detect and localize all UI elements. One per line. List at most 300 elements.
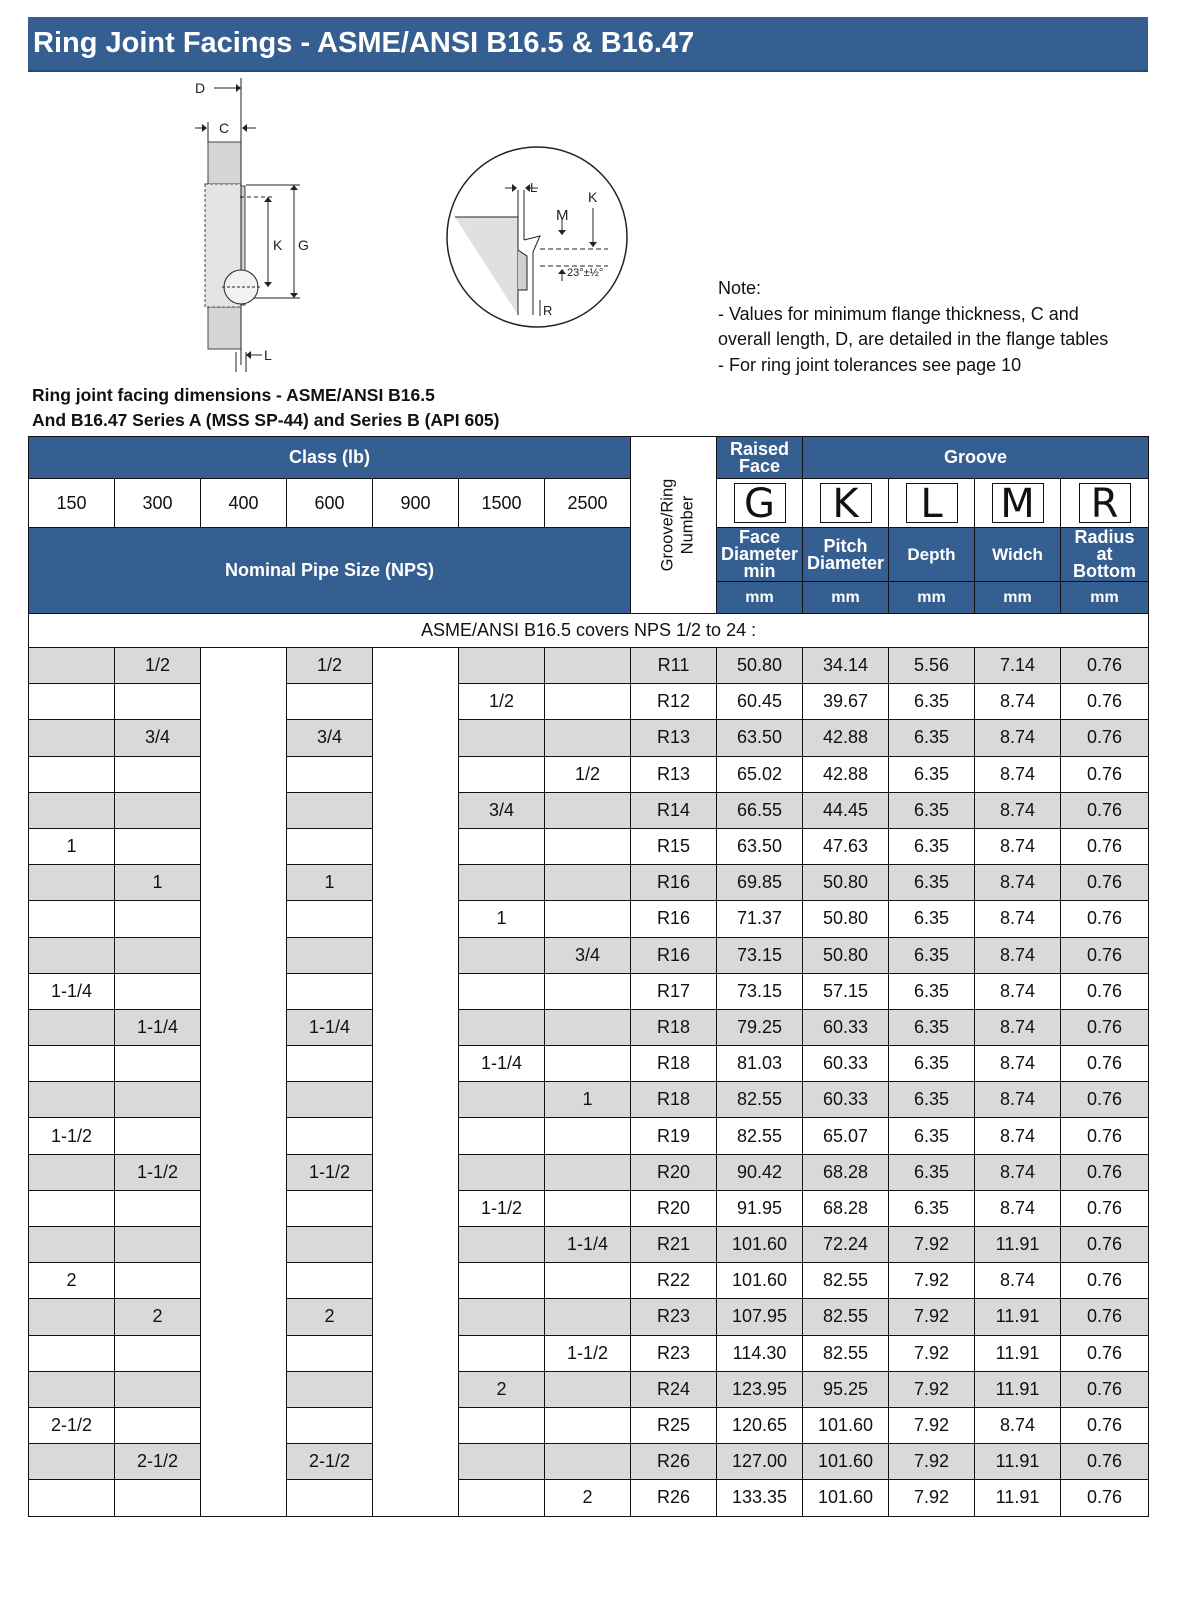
nps-class-600 — [287, 1046, 373, 1082]
nps-class-150: 1-1/2 — [29, 1118, 115, 1154]
dim-label-l2: L — [530, 180, 538, 195]
nps-class-600: 2 — [287, 1299, 373, 1335]
nps-class-2500 — [545, 828, 631, 864]
nps-class-300: 2 — [115, 1299, 201, 1335]
nps-class-600: 1-1/4 — [287, 1009, 373, 1045]
depth-header: Depth — [889, 528, 975, 582]
nps-class-2500 — [545, 865, 631, 901]
groove-depth: 6.35 — [889, 1046, 975, 1082]
class-900-note — [373, 648, 459, 1517]
flange-drawing — [0, 0, 660, 380]
letter-k: K — [803, 479, 889, 528]
pitch-diameter: 82.55 — [803, 1299, 889, 1335]
ring-number: R15 — [631, 828, 717, 864]
nps-class-600 — [287, 1227, 373, 1263]
groove-width: 11.91 — [975, 1335, 1061, 1371]
nps-class-1500 — [459, 756, 545, 792]
face-diameter: 73.15 — [717, 937, 803, 973]
face-diameter: 133.35 — [717, 1480, 803, 1516]
ring-number: R18 — [631, 1082, 717, 1118]
face-diameter: 82.55 — [717, 1082, 803, 1118]
nps-class-2500 — [545, 1299, 631, 1335]
nps-class-1500: 3/4 — [459, 792, 545, 828]
pitch-diameter: 82.55 — [803, 1335, 889, 1371]
table-row — [29, 1190, 1149, 1226]
subtitle-line: And B16.47 Series A (MSS SP-44) and Series B (API 605) — [32, 410, 500, 430]
bottom-radius: 0.76 — [1061, 684, 1149, 720]
radius-header: Radius at Bottom — [1061, 528, 1149, 582]
ring-number: R16 — [631, 937, 717, 973]
nps-class-2500: 1-1/2 — [545, 1335, 631, 1371]
nps-class-2500 — [545, 901, 631, 937]
dim-label-m: M — [556, 207, 569, 224]
bottom-radius: 0.76 — [1061, 901, 1149, 937]
face-diameter: 90.42 — [717, 1154, 803, 1190]
nps-class-600 — [287, 901, 373, 937]
bottom-radius: 0.76 — [1061, 1190, 1149, 1226]
groove-width: 8.74 — [975, 865, 1061, 901]
nps-class-2500 — [545, 720, 631, 756]
pitch-diameter: 34.14 — [803, 648, 889, 684]
raised-face-header: Raised Face — [717, 437, 803, 479]
note-line: overall length, D, are detailed in the flange tables — [718, 329, 1109, 349]
groove-depth: 6.35 — [889, 973, 975, 1009]
class-header: Class (lb) — [29, 437, 631, 479]
nps-class-1500 — [459, 1118, 545, 1154]
nps-class-600 — [287, 1190, 373, 1226]
face-diameter: 127.00 — [717, 1444, 803, 1480]
ring-number: R25 — [631, 1407, 717, 1443]
pitch-diameter: 42.88 — [803, 720, 889, 756]
face-diameter: 79.25 — [717, 1009, 803, 1045]
face-diameter: 69.85 — [717, 865, 803, 901]
groove-width: 11.91 — [975, 1371, 1061, 1407]
groove-depth: 6.35 — [889, 1082, 975, 1118]
nps-class-600 — [287, 1082, 373, 1118]
nps-class-2500 — [545, 1154, 631, 1190]
nps-class-150 — [29, 1335, 115, 1371]
ring-number: R26 — [631, 1480, 717, 1516]
pitch-diameter: 44.45 — [803, 792, 889, 828]
pitch-diameter: 50.80 — [803, 937, 889, 973]
nps-class-300 — [115, 1335, 201, 1371]
note-line: - Values for minimum flange thickness, C and — [718, 303, 1079, 324]
nps-class-1500 — [459, 1263, 545, 1299]
nps-class-2500 — [545, 1444, 631, 1480]
nps-class-150 — [29, 865, 115, 901]
groove-depth: 7.92 — [889, 1480, 975, 1516]
face-diameter: 81.03 — [717, 1046, 803, 1082]
groove-width: 11.91 — [975, 1444, 1061, 1480]
unit-l: mm — [889, 582, 975, 614]
bottom-radius: 0.76 — [1061, 1371, 1149, 1407]
nps-class-300: 2-1/2 — [115, 1444, 201, 1480]
groove-depth: 7.92 — [889, 1227, 975, 1263]
groove-width: 8.74 — [975, 1263, 1061, 1299]
nps-class-600 — [287, 1480, 373, 1516]
nps-class-600: 3/4 — [287, 720, 373, 756]
nps-class-2500 — [545, 1046, 631, 1082]
nps-class-300 — [115, 973, 201, 1009]
nps-class-1500 — [459, 648, 545, 684]
nps-class-2500 — [545, 973, 631, 1009]
nps-class-600 — [287, 828, 373, 864]
groove-width: 11.91 — [975, 1480, 1061, 1516]
groove-depth: 6.35 — [889, 1009, 975, 1045]
bottom-radius: 0.76 — [1061, 1263, 1149, 1299]
note — [718, 276, 1108, 378]
nps-class-300 — [115, 1263, 201, 1299]
table-row — [29, 1009, 1149, 1045]
bottom-radius: 0.76 — [1061, 1299, 1149, 1335]
bottom-radius: 0.76 — [1061, 1227, 1149, 1263]
ring-number: R23 — [631, 1335, 717, 1371]
groove-width: 8.74 — [975, 1009, 1061, 1045]
nps-class-1500 — [459, 1082, 545, 1118]
nps-class-150: 2-1/2 — [29, 1407, 115, 1443]
ring-number: R17 — [631, 973, 717, 1009]
letter-r: R — [1061, 479, 1149, 528]
nps-class-1500: 2 — [459, 1371, 545, 1407]
pitch-diameter: 47.63 — [803, 828, 889, 864]
groove-width: 8.74 — [975, 828, 1061, 864]
face-diameter: 123.95 — [717, 1371, 803, 1407]
pitch-diameter: 72.24 — [803, 1227, 889, 1263]
nps-class-300 — [115, 1082, 201, 1118]
nps-class-150 — [29, 1299, 115, 1335]
groove-width: 7.14 — [975, 648, 1061, 684]
nps-class-2500 — [545, 1009, 631, 1045]
pitch-diameter: 82.55 — [803, 1263, 889, 1299]
nps-class-600 — [287, 792, 373, 828]
groove-width: 8.74 — [975, 937, 1061, 973]
nps-class-150 — [29, 1009, 115, 1045]
nps-class-600: 1/2 — [287, 648, 373, 684]
ring-number: R16 — [631, 865, 717, 901]
class-150: 150 — [29, 479, 115, 528]
nps-class-2500 — [545, 1263, 631, 1299]
nps-class-150 — [29, 1480, 115, 1516]
table-row — [29, 1263, 1149, 1299]
table-row — [29, 1407, 1149, 1443]
letter-m: M — [975, 479, 1061, 528]
ring-number: R14 — [631, 792, 717, 828]
groove-detail — [447, 147, 627, 327]
bottom-radius: 0.76 — [1061, 648, 1149, 684]
ring-number: R21 — [631, 1227, 717, 1263]
table-row — [29, 973, 1149, 1009]
dim-label-g: G — [298, 237, 309, 253]
ring-number: R24 — [631, 1371, 717, 1407]
nps-class-150 — [29, 792, 115, 828]
bottom-radius: 0.76 — [1061, 720, 1149, 756]
dim-label-k2: K — [588, 189, 598, 205]
bottom-radius: 0.76 — [1061, 756, 1149, 792]
pitch-diameter: 42.88 — [803, 756, 889, 792]
ring-number: R23 — [631, 1299, 717, 1335]
groove-depth: 6.35 — [889, 684, 975, 720]
table-row — [29, 720, 1149, 756]
groove-width: 8.74 — [975, 1118, 1061, 1154]
table-row — [29, 1046, 1149, 1082]
dim-label-d: D — [195, 80, 206, 96]
nps-class-1500 — [459, 1154, 545, 1190]
pitch-diameter: 65.07 — [803, 1118, 889, 1154]
nps-class-300 — [115, 1407, 201, 1443]
table-row — [29, 648, 1149, 684]
groove-width: 8.74 — [975, 720, 1061, 756]
face-diameter: 63.50 — [717, 720, 803, 756]
groove-depth: 7.92 — [889, 1444, 975, 1480]
face-diameter: 71.37 — [717, 901, 803, 937]
nps-class-600: 1 — [287, 865, 373, 901]
letter-g: G — [717, 479, 803, 528]
pitch-diameter: 60.33 — [803, 1046, 889, 1082]
bottom-radius: 0.76 — [1061, 937, 1149, 973]
groove-width: 8.74 — [975, 973, 1061, 1009]
nps-class-150: 1 — [29, 828, 115, 864]
class-900: 900 — [373, 479, 459, 528]
bottom-radius: 0.76 — [1061, 1082, 1149, 1118]
groove-depth: 7.92 — [889, 1335, 975, 1371]
nps-class-2500: 1 — [545, 1082, 631, 1118]
ring-number: R20 — [631, 1190, 717, 1226]
pitch-diameter: 101.60 — [803, 1444, 889, 1480]
groove-width: 8.74 — [975, 756, 1061, 792]
note-line: - For ring joint tolerances see page 10 — [718, 354, 1022, 375]
nps-class-600 — [287, 1371, 373, 1407]
face-diameter: 82.55 — [717, 1118, 803, 1154]
nps-class-1500: 1/2 — [459, 684, 545, 720]
face-diameter: 101.60 — [717, 1263, 803, 1299]
nps-class-1500 — [459, 1227, 545, 1263]
nps-class-300: 1/2 — [115, 648, 201, 684]
face-diameter: 60.45 — [717, 684, 803, 720]
width-header: Widch — [975, 528, 1061, 582]
nps-class-1500 — [459, 1444, 545, 1480]
nps-class-2500 — [545, 1190, 631, 1226]
dim-label-k: K — [273, 237, 283, 253]
nps-class-1500 — [459, 937, 545, 973]
nps-class-2500 — [545, 792, 631, 828]
nps-class-300 — [115, 684, 201, 720]
nps-class-150 — [29, 684, 115, 720]
pitch-diameter: 57.15 — [803, 973, 889, 1009]
pitch-diameter: 50.80 — [803, 901, 889, 937]
table-subtitle — [32, 383, 499, 433]
face-diameter: 73.15 — [717, 973, 803, 1009]
nps-class-2500 — [545, 1118, 631, 1154]
nps-class-1500 — [459, 720, 545, 756]
letter-l: L — [889, 479, 975, 528]
table-row — [29, 865, 1149, 901]
groove-width: 8.74 — [975, 901, 1061, 937]
groove-width: 8.74 — [975, 1190, 1061, 1226]
table-row — [29, 792, 1149, 828]
nps-class-600: 2-1/2 — [287, 1444, 373, 1480]
nps-class-600 — [287, 937, 373, 973]
ring-number: R20 — [631, 1154, 717, 1190]
groove-width: 11.91 — [975, 1227, 1061, 1263]
table-row — [29, 1335, 1149, 1371]
nps-class-150: 2 — [29, 1263, 115, 1299]
nps-class-600 — [287, 1118, 373, 1154]
face-diameter: 63.50 — [717, 828, 803, 864]
groove-width: 8.74 — [975, 1407, 1061, 1443]
nps-class-300: 3/4 — [115, 720, 201, 756]
groove-depth: 6.35 — [889, 1154, 975, 1190]
face-diameter: 120.65 — [717, 1407, 803, 1443]
nps-class-1500 — [459, 865, 545, 901]
table-row — [29, 828, 1149, 864]
groove-width: 8.74 — [975, 792, 1061, 828]
groove-depth: 6.35 — [889, 937, 975, 973]
nps-class-300 — [115, 1480, 201, 1516]
groove-depth: 6.35 — [889, 720, 975, 756]
nps-class-1500: 1 — [459, 901, 545, 937]
face-diameter: 50.80 — [717, 648, 803, 684]
nps-class-150 — [29, 1082, 115, 1118]
groove-width: 8.74 — [975, 684, 1061, 720]
nps-class-2500 — [545, 648, 631, 684]
ring-number: R11 — [631, 648, 717, 684]
nps-class-150 — [29, 1154, 115, 1190]
nps-class-1500 — [459, 1335, 545, 1371]
table-row — [29, 756, 1149, 792]
groove-ring-header: Groove/Ring Number — [631, 437, 717, 614]
ring-joint-table — [28, 436, 1149, 1517]
bottom-radius: 0.76 — [1061, 973, 1149, 1009]
nps-class-300 — [115, 1227, 201, 1263]
nps-class-600 — [287, 1407, 373, 1443]
nps-class-300 — [115, 1190, 201, 1226]
nps-class-300 — [115, 756, 201, 792]
subtitle-line: Ring joint facing dimensions - ASME/ANSI B16.5 — [32, 385, 435, 405]
ring-number: R26 — [631, 1444, 717, 1480]
class-600: 600 — [287, 479, 373, 528]
nps-class-2500: 3/4 — [545, 937, 631, 973]
nps-class-1500: 1-1/2 — [459, 1190, 545, 1226]
nps-class-1500 — [459, 1009, 545, 1045]
nps-class-300 — [115, 1371, 201, 1407]
pitch-diameter: 95.25 — [803, 1371, 889, 1407]
nps-class-2500 — [545, 684, 631, 720]
ring-number: R22 — [631, 1263, 717, 1299]
ring-number: R19 — [631, 1118, 717, 1154]
class-1500: 1500 — [459, 479, 545, 528]
table-row — [29, 901, 1149, 937]
bottom-radius: 0.76 — [1061, 1154, 1149, 1190]
table-row — [29, 1299, 1149, 1335]
face-diameter: 65.02 — [717, 756, 803, 792]
nps-class-300 — [115, 901, 201, 937]
angle-label: 23°±½° — [567, 267, 604, 279]
nps-class-150 — [29, 1227, 115, 1263]
nps-class-150 — [29, 1046, 115, 1082]
table-row — [29, 1082, 1149, 1118]
nps-class-600 — [287, 1263, 373, 1299]
bottom-radius: 0.76 — [1061, 865, 1149, 901]
nps-class-1500 — [459, 1407, 545, 1443]
nps-class-150 — [29, 720, 115, 756]
ring-number: R18 — [631, 1046, 717, 1082]
pitch-diameter: 50.80 — [803, 865, 889, 901]
dim-label-r: R — [543, 303, 553, 318]
pitch-diameter: 68.28 — [803, 1154, 889, 1190]
class-400-note — [201, 648, 287, 1517]
nps-class-2500 — [545, 1371, 631, 1407]
face-diameter-header: Face Diameter min — [717, 528, 803, 582]
groove-width: 8.74 — [975, 1154, 1061, 1190]
nps-class-2500: 1-1/4 — [545, 1227, 631, 1263]
dim-label-l: L — [264, 347, 272, 363]
nps-class-300 — [115, 1118, 201, 1154]
groove-depth: 6.35 — [889, 865, 975, 901]
nps-class-150: 1-1/4 — [29, 973, 115, 1009]
groove-depth: 6.35 — [889, 1118, 975, 1154]
bottom-radius: 0.76 — [1061, 1009, 1149, 1045]
pitch-diameter: 101.60 — [803, 1407, 889, 1443]
nps-class-2500 — [545, 1407, 631, 1443]
nps-class-600 — [287, 1335, 373, 1371]
class-400: 400 — [201, 479, 287, 528]
unit-m: mm — [975, 582, 1061, 614]
nps-class-2500: 2 — [545, 1480, 631, 1516]
pitch-diameter: 60.33 — [803, 1082, 889, 1118]
ring-number: R12 — [631, 684, 717, 720]
ring-number: R13 — [631, 720, 717, 756]
nps-class-300 — [115, 1046, 201, 1082]
table-row — [29, 1227, 1149, 1263]
face-diameter: 66.55 — [717, 792, 803, 828]
nps-class-300: 1-1/2 — [115, 1154, 201, 1190]
table-row — [29, 1480, 1149, 1516]
pitch-diameter: 60.33 — [803, 1009, 889, 1045]
table-row — [29, 684, 1149, 720]
bottom-radius: 0.76 — [1061, 1444, 1149, 1480]
nps-class-300 — [115, 828, 201, 864]
table-row — [29, 937, 1149, 973]
nps-class-1500 — [459, 973, 545, 1009]
coverage-note: ASME/ANSI B16.5 covers NPS 1/2 to 24 : — [29, 614, 1149, 648]
table-row — [29, 1118, 1149, 1154]
groove-depth: 6.35 — [889, 901, 975, 937]
unit-k: mm — [803, 582, 889, 614]
nps-class-150 — [29, 937, 115, 973]
note-heading: Note: — [718, 278, 762, 298]
nps-class-150 — [29, 901, 115, 937]
face-diameter: 107.95 — [717, 1299, 803, 1335]
pitch-diameter: 68.28 — [803, 1190, 889, 1226]
groove-width: 8.74 — [975, 1082, 1061, 1118]
nps-class-2500: 1/2 — [545, 756, 631, 792]
groove-width: 11.91 — [975, 1299, 1061, 1335]
pitch-diameter: 39.67 — [803, 684, 889, 720]
nps-class-1500 — [459, 1299, 545, 1335]
ring-number: R18 — [631, 1009, 717, 1045]
pitch-diameter-header: Pitch Diameter — [803, 528, 889, 582]
nps-class-300: 1-1/4 — [115, 1009, 201, 1045]
groove-depth: 7.92 — [889, 1407, 975, 1443]
nps-class-600 — [287, 973, 373, 1009]
table-row — [29, 1154, 1149, 1190]
page-title: Ring Joint Facings - ASME/ANSI B16.5 & B16.47 — [33, 27, 695, 59]
ring-number: R13 — [631, 756, 717, 792]
nps-class-150 — [29, 1190, 115, 1226]
table-row — [29, 1371, 1149, 1407]
groove-width: 8.74 — [975, 1046, 1061, 1082]
groove-depth: 7.92 — [889, 1371, 975, 1407]
